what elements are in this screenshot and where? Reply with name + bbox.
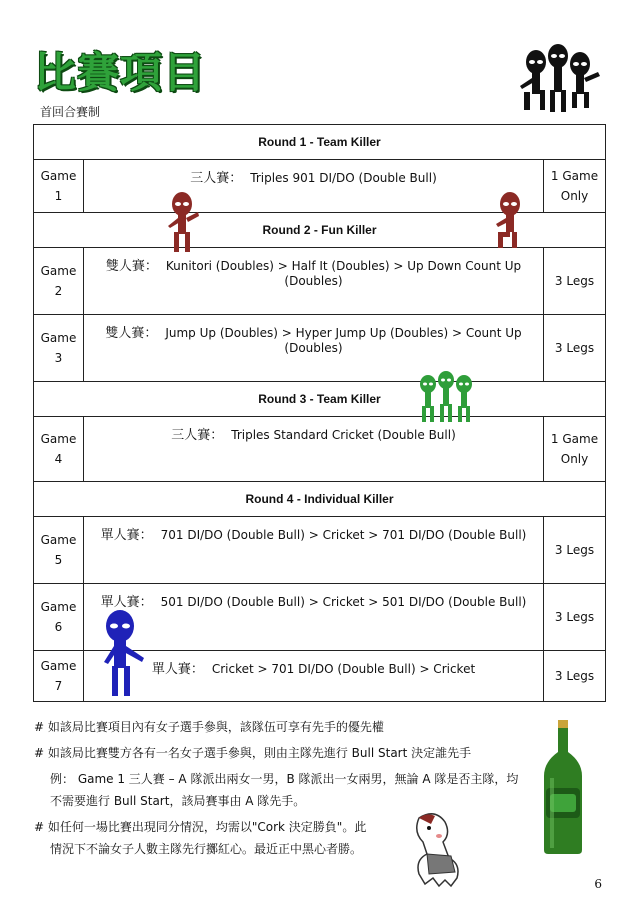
horse-mascot-icon xyxy=(405,808,467,890)
round-header-1 xyxy=(34,125,606,160)
game-description: 雙人賽： Jump Up (Doubles) > Hyper Jump Up (Doubles) > Count Up (Doubles) xyxy=(84,315,544,382)
round-title: Round 3 - Team Killer xyxy=(34,382,606,417)
legs-cell: 1 Game Only xyxy=(544,160,606,213)
legs-cell: 3 Legs xyxy=(544,651,606,702)
red-alien-icon xyxy=(492,192,526,250)
game-cell: Game 7 xyxy=(34,651,84,702)
note-line: # 如該局比賽雙方各有一名女子選手參與，則由主隊先進行 Bull Start 決定誰先手 xyxy=(34,746,472,760)
legs-cell: 3 Legs xyxy=(544,248,606,315)
note-line: # 如任何一場比賽出現同分情況，均需以"Cork 決定勝負"。此 xyxy=(34,820,367,834)
round-header-3 xyxy=(34,382,606,417)
game-cell: Game 5 xyxy=(34,517,84,584)
game-cell: Game 2 xyxy=(34,248,84,315)
game-cell: Game 1 xyxy=(34,160,84,213)
game-description: 三人賽： Triples 901 DI/DO (Double Bull) xyxy=(84,160,544,213)
green-aliens-icon xyxy=(416,370,476,424)
legs-cell: 1 Game Only xyxy=(544,417,606,482)
note-line: 例： Game 1 三人賽 – A 隊派出兩女一男，B 隊派出一女兩男，無論 A 隊是否主隊，均 xyxy=(50,772,519,786)
red-alien-icon xyxy=(164,192,200,254)
page-number: 6 xyxy=(594,877,602,891)
table-row xyxy=(34,417,606,482)
beer-bottle-icon xyxy=(538,718,588,856)
game-description: 雙人賽： Kunitori (Doubles) > Half It (Doubles) > Up Down Count Up (Doubles) xyxy=(84,248,544,315)
note-line: 不需要進行 Bull Start，該局賽事由 A 隊先手。 xyxy=(50,794,306,808)
page-title: 比賽項目 xyxy=(34,48,207,97)
round-title: Round 2 - Fun Killer xyxy=(34,213,606,248)
game-description: 單人賽： Cricket > 701 DI/DO (Double Bull) > Cricket xyxy=(84,651,544,702)
blue-alien-icon xyxy=(100,610,148,698)
note-line: 情況下不論女子人數主隊先行擲紅心。最近正中黑心者勝。 xyxy=(50,842,363,856)
legs-cell: 3 Legs xyxy=(544,315,606,382)
black-aliens-icon xyxy=(518,42,602,114)
page-subtitle: 首回合賽制 xyxy=(40,105,101,119)
notes-section xyxy=(34,716,554,864)
legs-cell: 3 Legs xyxy=(544,517,606,584)
round-title: Round 4 - Individual Killer xyxy=(34,482,606,517)
legs-cell: 3 Legs xyxy=(544,584,606,651)
note-line: # 如該局比賽項目內有女子選手參與，該隊伍可享有先手的優先權 xyxy=(34,720,384,734)
round-title: Round 1 - Team Killer xyxy=(34,125,606,160)
game-description: 單人賽： 501 DI/DO (Double Bull) > Cricket > 501 DI/DO (Double Bull) xyxy=(84,584,544,651)
game-cell: Game 6 xyxy=(34,584,84,651)
round-header-4 xyxy=(34,482,606,517)
game-description: 三人賽： Triples Standard Cricket (Double Bull) xyxy=(84,417,544,482)
game-cell: Game 3 xyxy=(34,315,84,382)
table-row xyxy=(34,517,606,584)
table-row xyxy=(34,248,606,315)
game-description: 單人賽： 701 DI/DO (Double Bull) > Cricket > 701 DI/DO (Double Bull) xyxy=(84,517,544,584)
game-cell: Game 4 xyxy=(34,417,84,482)
table-row xyxy=(34,315,606,382)
